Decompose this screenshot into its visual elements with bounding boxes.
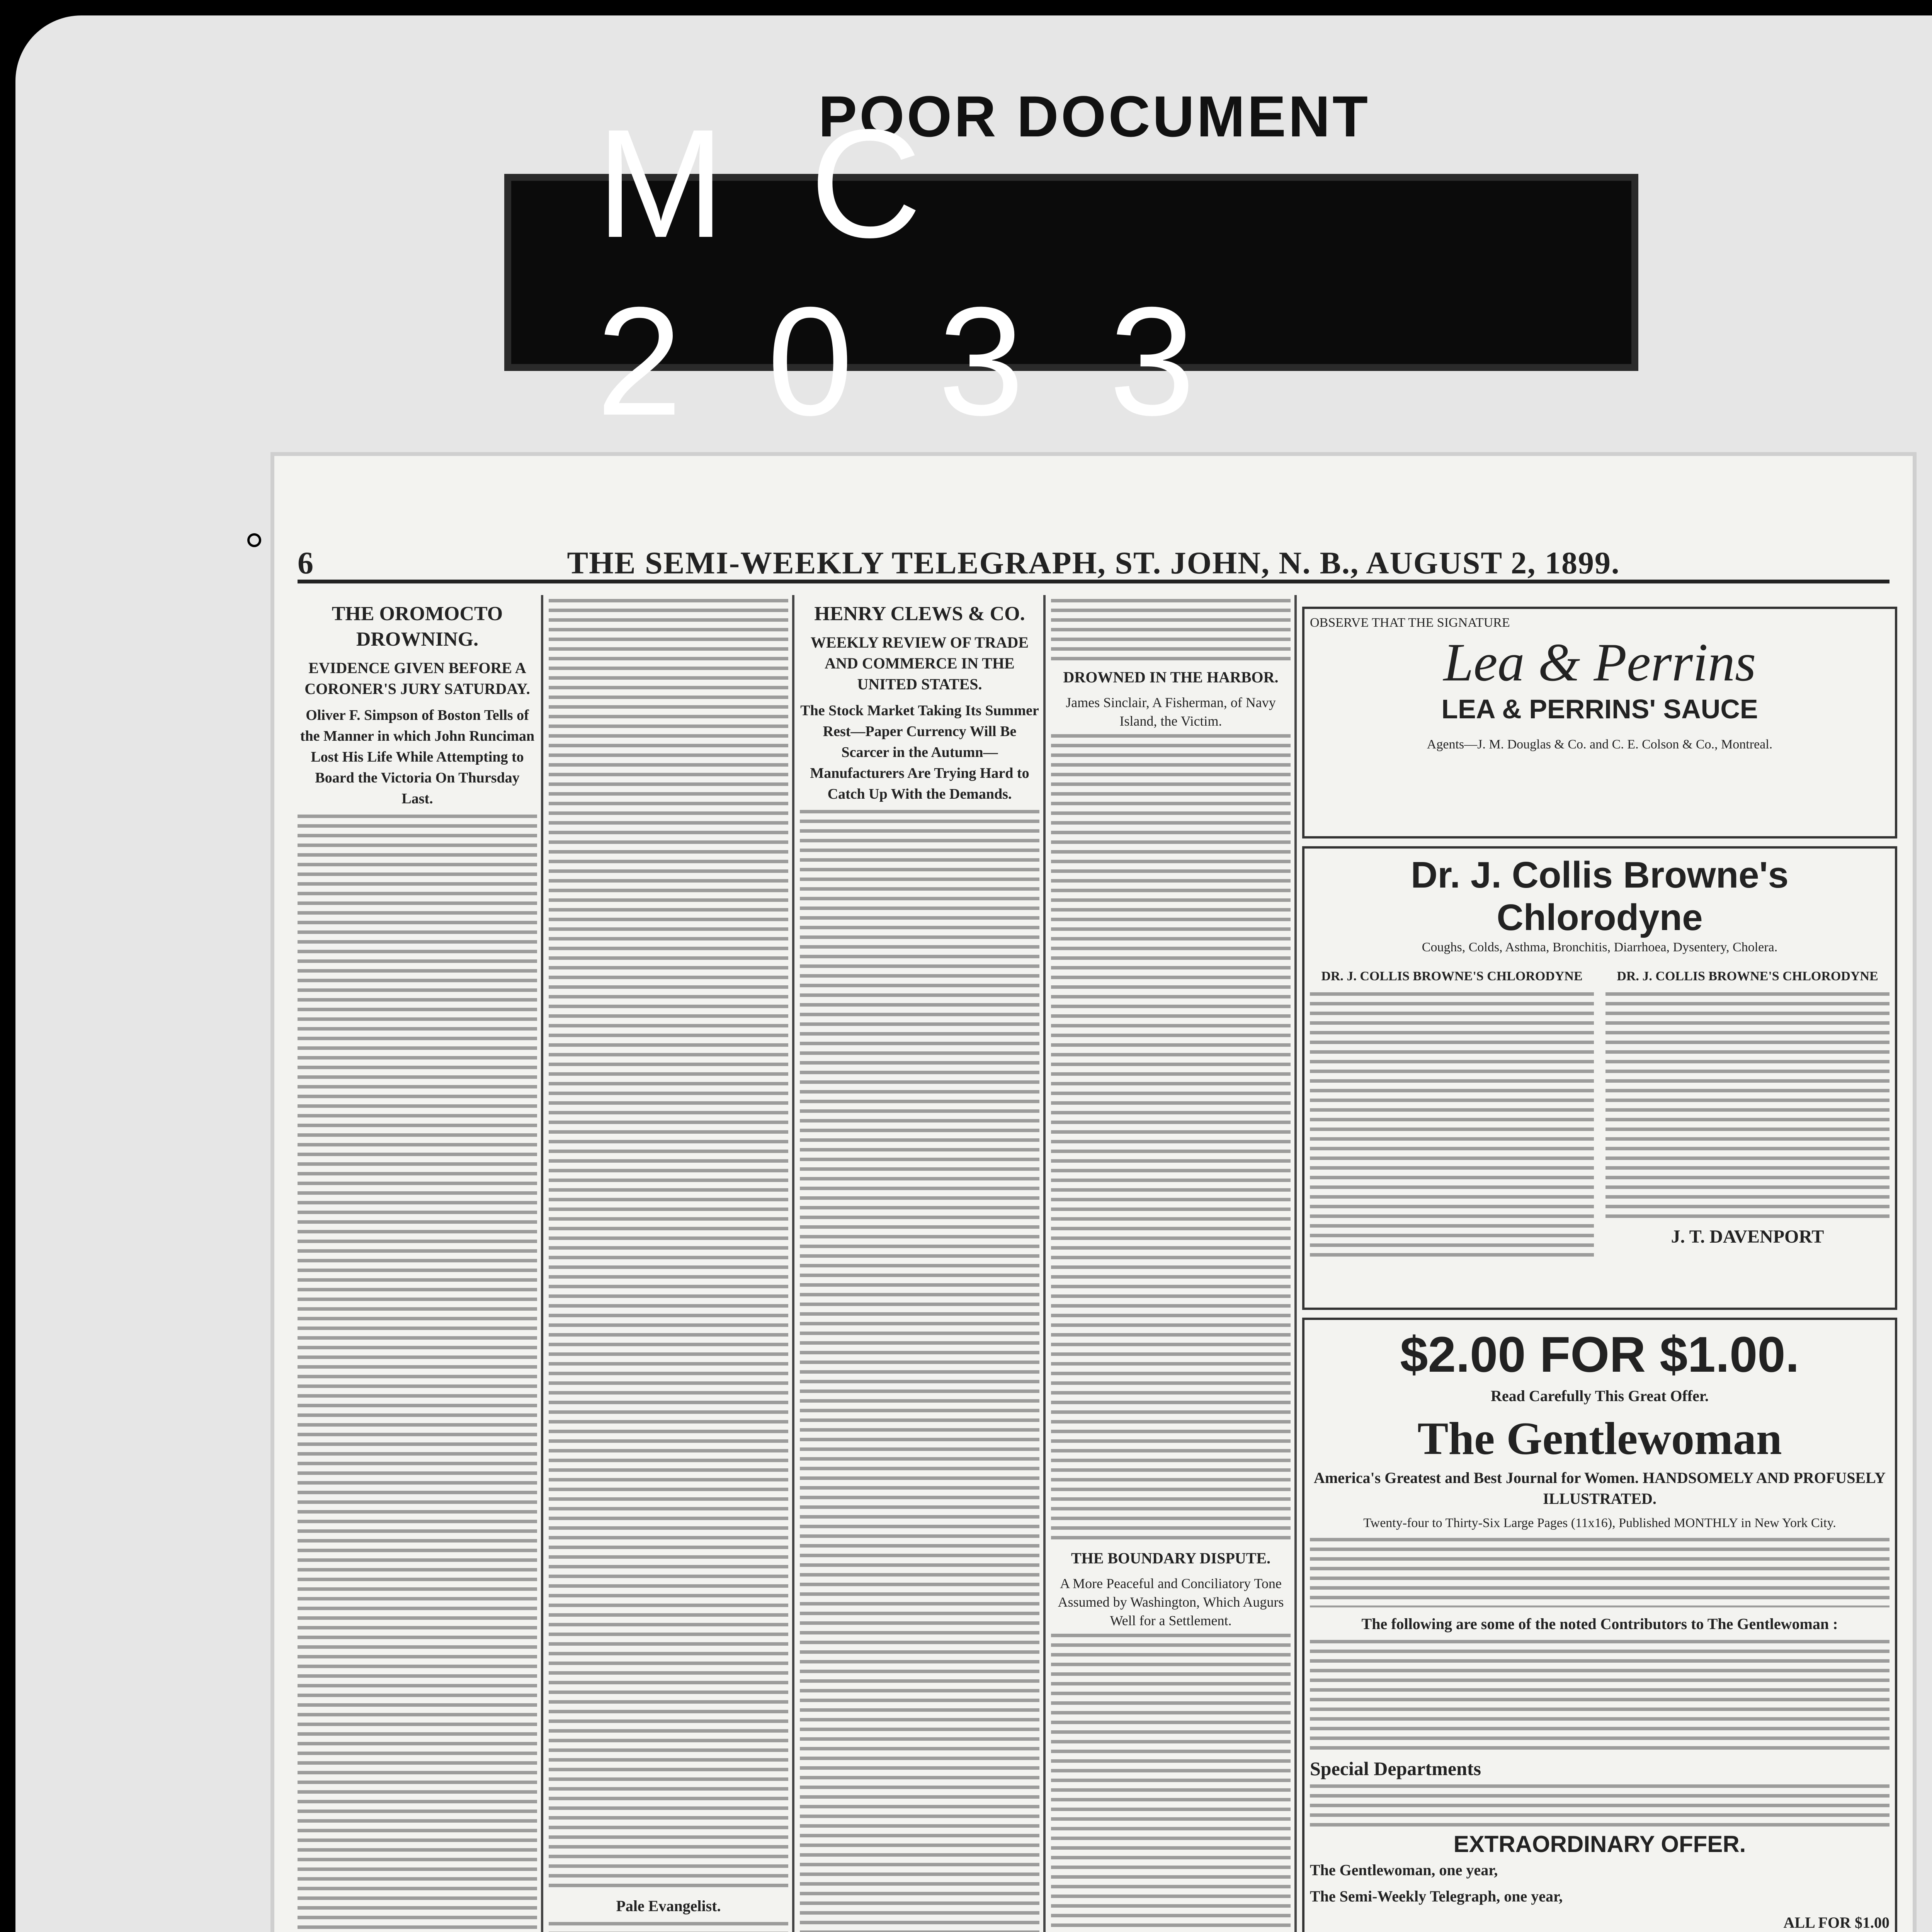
chlorodyne-title: Dr. J. Collis Browne's Chlorodyne — [1411, 854, 1789, 938]
telegraph-year: The Semi-Weekly Telegraph, one year, — [1310, 1888, 1563, 1905]
column-2 — [549, 599, 788, 1932]
special-departments-text — [1310, 1784, 1889, 1831]
lp-observe: OBSERVE THAT THE SIGNATURE — [1310, 616, 1510, 630]
summary-oromocto: Oliver F. Simpson of Boston Tells of the Manner in which John Runciman Lost His Life While Attempting to Board the Victoria On Thursday Last. — [300, 707, 535, 807]
deck-boundary-dispute: A More Peaceful and Conciliatory Tone Assumed by Washington, Which Augurs Well for a Settlement. — [1058, 1576, 1284, 1628]
deck-henry-clews: WEEKLY REVIEW OF TRADE AND COMMERCE IN THE UNITED STATES. — [810, 634, 1029, 693]
column-rule — [541, 595, 543, 1932]
chlorodyne-box-1: DR. J. COLLIS BROWNE'S CHLORODYNE — [1321, 969, 1583, 983]
headline-oromocto: THE OROMOCTO DROWNING. — [332, 603, 503, 650]
column-1 — [298, 599, 537, 1932]
deck-oromocto: EVIDENCE GIVEN BEFORE A CORONER'S JURY SATURDAY. — [304, 659, 530, 697]
advertising-columns — [1302, 599, 1897, 1932]
gentlewoman-title: The Gentlewoman — [1417, 1413, 1782, 1464]
poor-document-label: POOR DOCUMENT — [818, 84, 1370, 149]
body-text-pale-evangelist — [549, 1922, 788, 1932]
lp-signature: Lea & Perrins — [1443, 633, 1756, 692]
chlorodyne-box-2: DR. J. COLLIS BROWNE'S CHLORODYNE — [1617, 969, 1878, 983]
masthead-title: THE SEMI-WEEKLY TELEGRAPH, ST. JOHN, N. B., AUGUST 2, 1899. — [567, 545, 1620, 580]
body-text-drowned — [1051, 734, 1291, 1546]
gentlewoman-ad — [1302, 1318, 1897, 1932]
summary-henry-clews: The Stock Market Taking Its Summer Rest—Paper Currency Will Be Scarcer in the Autumn—Manufacturers Are Trying Hard to Catch Up With the Demands. — [800, 702, 1039, 802]
gentlewoman-sub: America's Greatest and Best Journal for Women. HANDSOMELY AND PROFUSELY ILLUSTRATED. — [1313, 1469, 1886, 1507]
gentlewoman-contributors — [1310, 1640, 1889, 1756]
headline-pale-evangelist: Pale Evangelist. — [616, 1897, 721, 1915]
chlorodyne-ad — [1302, 846, 1897, 1310]
chlorodyne-sub: Coughs, Colds, Asthma, Bronchitis, Diarrhoea, Dysentery, Cholera. — [1422, 940, 1778, 954]
body-text-boundary — [1051, 1634, 1291, 1932]
masthead — [298, 537, 1889, 583]
extraordinary-offer: EXTRAORDINARY OFFER. — [1453, 1831, 1746, 1857]
gentlewoman-text — [1310, 1538, 1889, 1607]
davenport: J. T. DAVENPORT — [1671, 1226, 1824, 1247]
lp-agents: Agents—J. M. Douglas & Co. and C. E. Colson & Co., Montreal. — [1427, 737, 1773, 752]
gentlewoman-year: The Gentlewoman, one year, — [1310, 1861, 1498, 1879]
column-rule — [1043, 595, 1046, 1932]
body-text-continued — [549, 599, 788, 1893]
chlorodyne-text-2 — [1605, 992, 1889, 1224]
gentlewoman-pages: Twenty-four to Thirty-Six Large Pages (11x16), Published MONTHLY in New York City. — [1363, 1516, 1836, 1530]
column-3 — [800, 599, 1039, 1932]
column-rule — [792, 595, 794, 1932]
gentlewoman-features: The following are some of the noted Contributors to The Gentlewoman : — [1361, 1615, 1838, 1633]
body-text-oromocto — [298, 815, 537, 1932]
offer-price: $2.00 FOR $1.00. — [1400, 1326, 1799, 1383]
headline-drowned-harbor: DROWNED IN THE HARBOR. — [1063, 668, 1279, 686]
deck-drowned-harbor: James Sinclair, A Fisherman, of Navy Island, the Victim. — [1066, 695, 1276, 729]
body-text-stock-market — [1051, 599, 1291, 665]
newspaper-page — [270, 452, 1917, 1932]
column-rule — [1294, 595, 1297, 1932]
offer-tagline: Read Carefully This Great Offer. — [1490, 1387, 1709, 1405]
reel-label: MC 2033 — [596, 97, 1280, 447]
column-4 — [1051, 599, 1291, 1932]
headline-boundary-dispute: THE BOUNDARY DISPUTE. — [1071, 1549, 1271, 1567]
lea-perrins-ad — [1302, 607, 1897, 838]
page-number: 6 — [298, 545, 313, 580]
body-text-henry-clews — [800, 810, 1039, 1932]
lp-sauce: LEA & PERRINS' SAUCE — [1441, 694, 1758, 724]
special-departments: Special Departments — [1310, 1758, 1481, 1779]
registration-mark-icon — [247, 533, 261, 547]
headline-henry-clews: HENRY CLEWS & CO. — [814, 603, 1025, 625]
all-for-price: ALL FOR $1.00 — [1783, 1914, 1889, 1931]
chlorodyne-text-1 — [1310, 992, 1594, 1263]
